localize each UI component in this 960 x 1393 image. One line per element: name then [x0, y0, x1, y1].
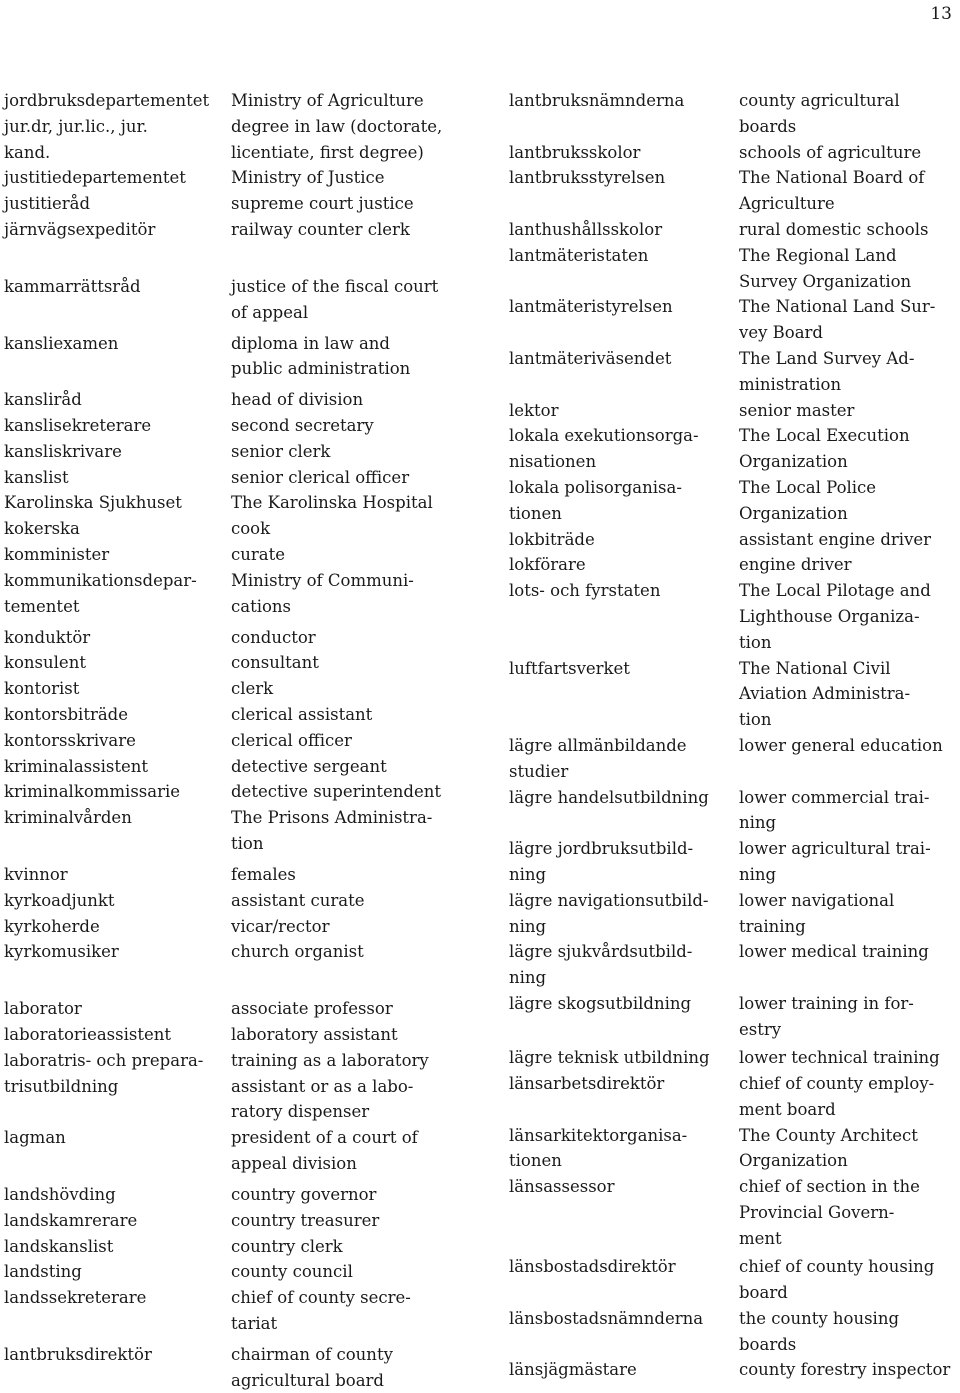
swedish-term: kyrkoadjunkt: [4, 890, 115, 910]
swedish-term: landsting: [4, 1262, 82, 1282]
english-translation: head of division: [231, 390, 364, 410]
english-translation: senior clerical officer: [231, 467, 410, 487]
swedish-term: laboratris- och prepara- trisutbildning: [4, 1050, 204, 1096]
swedish-term: komminister: [4, 545, 110, 565]
english-translation: second secretary: [231, 416, 374, 436]
english-translation: curate: [231, 545, 285, 565]
english-translation: lower agricultural trai- ning: [739, 839, 931, 884]
english-translation: lower commercial trai- ning: [739, 787, 930, 833]
swedish-term: lokbiträde: [509, 529, 595, 549]
swedish-term: landskanslist: [4, 1236, 114, 1256]
swedish-term: lokala polisorganisa- tionen: [509, 478, 682, 523]
swedish-term: lantmäteriväsendet: [509, 349, 672, 368]
swedish-term: lots- och fyrstaten: [509, 581, 661, 601]
english-translation: rural domestic schools: [739, 220, 929, 239]
swedish-term: kansliråd: [4, 390, 82, 410]
english-translation: chief of county housing board: [739, 1257, 935, 1302]
english-translation: consultant: [231, 653, 319, 673]
swedish-term: lantbruksdirektör: [4, 1344, 152, 1364]
swedish-term: kontorsskrivare: [4, 730, 136, 750]
english-translation: The County Architect Organization: [739, 1125, 918, 1171]
english-translation: laboratory assistant: [231, 1024, 398, 1044]
english-translation: country clerk: [231, 1236, 343, 1256]
english-translation: assistant curate: [231, 890, 365, 910]
english-translation: The Local Execution Organization: [739, 426, 910, 472]
english-translation: county forestry inspector: [739, 1360, 951, 1380]
english-translation: The Regional Land Survey Organization: [739, 245, 912, 291]
swedish-term: justitiedepartementet: [4, 168, 186, 188]
english-translation: chief of section in the Provincial Govern- ment: [739, 1177, 920, 1248]
english-translation: schools of agriculture: [739, 142, 922, 162]
swedish-term: lägre jordbruksutbild- ning: [509, 839, 694, 884]
swedish-term: laborator: [4, 999, 82, 1019]
english-translation: vicar/rector: [231, 916, 330, 936]
swedish-term: lägre sjukvårdsutbild- ning: [509, 942, 693, 988]
swedish-term: Karolinska Sjukhuset: [4, 493, 182, 513]
swedish-term: lägre skogsutbildning: [509, 994, 692, 1013]
swedish-term: lägre allmänbildande studier: [509, 736, 687, 781]
english-translation: The National Board of Agriculture: [739, 168, 925, 214]
swedish-term: lantbruksstyrelsen: [509, 168, 666, 188]
english-translation: The Prisons Administra- tion: [231, 808, 433, 854]
swedish-term: lantbruksnämnderna: [509, 91, 685, 110]
english-translation: clerical officer: [231, 730, 352, 750]
english-translation: detective superintendent: [231, 782, 442, 802]
english-translation: county agricultural boards: [739, 91, 900, 136]
swedish-term: justitieråd: [4, 194, 91, 214]
english-translation: Ministry of Justice: [231, 168, 385, 188]
english-translation: supreme court justice: [231, 194, 414, 214]
swedish-term: kansliskrivare: [4, 441, 122, 461]
english-translation: church organist: [231, 942, 364, 962]
swedish-term: kommunikationsdepar- tementet: [4, 570, 197, 616]
swedish-term: landssekreterare: [4, 1288, 147, 1308]
english-translation: county council: [231, 1262, 353, 1282]
swedish-term: lantmäteristyrelsen: [509, 297, 673, 317]
swedish-term: lektor: [509, 400, 559, 420]
swedish-term: lägre handelsutbildning: [509, 787, 709, 807]
swedish-term: lagman: [4, 1128, 66, 1148]
english-translation: lower training in for- estry: [739, 994, 914, 1039]
swedish-term: kokerska: [4, 519, 80, 539]
page-number: 13: [930, 4, 952, 24]
english-translation: clerical assistant: [231, 705, 373, 725]
english-translation: the county housing boards: [739, 1308, 900, 1354]
swedish-term: kvinnor: [4, 865, 68, 884]
swedish-term: kontorsbiträde: [4, 705, 128, 725]
english-translation: president of a court of appeal division: [231, 1128, 418, 1173]
swedish-term: lanthushållsskolor: [509, 220, 663, 239]
swedish-term: kyrkomusiker: [4, 942, 119, 962]
swedish-term: lokala exekutionsorga- nisationen: [509, 426, 699, 472]
swedish-term: länsbostadsdirektör: [509, 1257, 676, 1277]
swedish-term: kriminalkommissarie: [4, 782, 181, 802]
english-translation: diploma in law and public administration: [231, 333, 411, 379]
swedish-term: lokförare: [509, 555, 586, 575]
english-translation: detective sergeant: [231, 756, 387, 776]
english-translation: cook: [231, 519, 271, 539]
swedish-term: järnvägsexpeditör: [4, 220, 156, 239]
english-translation: training as a laboratory assistant or as a labo- ratory dispenser: [231, 1050, 429, 1122]
swedish-term: konduktör: [4, 627, 91, 647]
english-translation: justice of the fiscal court of appeal: [231, 276, 439, 322]
english-translation: lower navigational training: [739, 890, 895, 936]
english-translation: conductor: [231, 627, 316, 647]
swedish-term: länsarkitektorganisa- tionen: [509, 1125, 688, 1171]
english-translation: assistant engine driver: [739, 529, 932, 549]
english-translation: railway counter clerk: [231, 220, 410, 239]
english-translation: senior master: [739, 400, 855, 420]
english-translation: The National Civil Aviation Administra- tion: [739, 658, 911, 730]
swedish-term: landshövding: [4, 1184, 116, 1204]
swedish-term: lägre teknisk utbildning: [509, 1048, 710, 1068]
swedish-term: länsassessor: [509, 1177, 615, 1197]
english-translation: The Local Pilotage and Lighthouse Organiza- tion: [739, 581, 931, 652]
swedish-term: kammarrättsråd: [4, 276, 141, 296]
english-translation: lower general education: [739, 736, 943, 755]
swedish-term: kriminalvården: [4, 808, 132, 828]
swedish-term: lantmäteristaten: [509, 245, 649, 265]
swedish-term: landskamrerare: [4, 1210, 138, 1230]
english-translation: chairman of county agricultural board: [231, 1344, 393, 1390]
english-translation: associate professor: [231, 999, 393, 1019]
english-translation: The National Land Sur- vey Board: [739, 297, 936, 343]
swedish-term: laboratorieassistent: [4, 1024, 171, 1044]
swedish-term: kanslisekreterare: [4, 416, 152, 436]
english-translation: The Local Police Organization: [739, 478, 877, 523]
swedish-term: länsbostadsnämnderna: [509, 1308, 704, 1328]
english-translation: Ministry of Agriculture: [231, 91, 424, 110]
swedish-term: länsjägmästare: [509, 1360, 637, 1380]
english-translation: lower medical training: [739, 942, 929, 962]
english-translation: The Land Survey Ad- ministration: [739, 349, 915, 394]
english-translation: clerk: [231, 679, 274, 699]
swedish-term: kansliexamen: [4, 333, 119, 353]
english-translation: country treasurer: [231, 1210, 380, 1230]
swedish-term: jur.dr, jur.lic., jur. kand.: [4, 116, 148, 162]
english-translation: degree in law (doctorate, licentiate, first degree): [231, 116, 443, 162]
english-translation: senior clerk: [231, 441, 331, 461]
english-translation: chief of county employ- ment board: [739, 1073, 935, 1119]
swedish-term: länsarbetsdirektör: [509, 1073, 665, 1093]
swedish-term: konsulent: [4, 653, 86, 673]
swedish-term: kyrkoherde: [4, 916, 100, 936]
swedish-term: lantbruksskolor: [509, 142, 641, 162]
swedish-term: luftfartsverket: [509, 658, 630, 678]
swedish-term: jordbruksdepartementet: [4, 91, 210, 110]
english-translation: country governor: [231, 1184, 377, 1204]
swedish-term: lägre navigationsutbild- ning: [509, 890, 709, 936]
english-translation: The Karolinska Hospital: [231, 493, 433, 513]
english-translation: Ministry of Communi- cations: [231, 570, 414, 616]
swedish-term: kontorist: [4, 679, 80, 699]
english-translation: chief of county secre- tariat: [231, 1288, 411, 1333]
swedish-term: kriminalassistent: [4, 756, 148, 776]
swedish-term: kanslist: [4, 467, 69, 487]
english-translation: engine driver: [739, 555, 852, 575]
english-translation: lower technical training: [739, 1048, 940, 1068]
english-translation: females: [231, 865, 296, 884]
